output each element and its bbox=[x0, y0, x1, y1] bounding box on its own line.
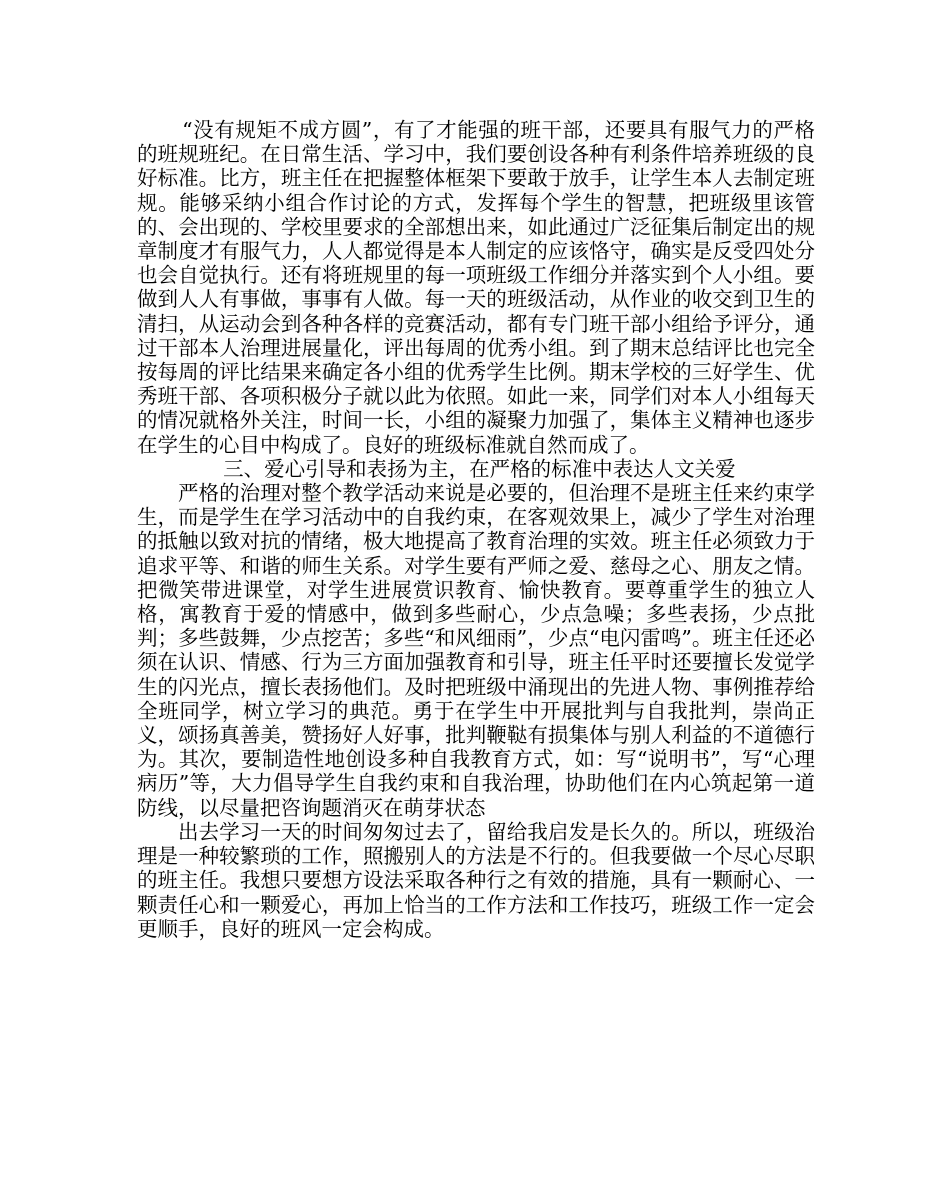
paragraph-conclusion: 出去学习一天的时间匆匆过去了，留给我启发是长久的。所以，班级治理是一种较繁琐的工作，照搬别人的方法是不行的。但我要做一个尽心尽职的班主任。我想只要想方设法采取各种行之有效的措施，具有一颗耐心、一颗责任心和一颗爱心，再加上恰当的工作方法和工作技巧，班级工作一定会更顺手，良好的班风一定会构成。 bbox=[137, 819, 815, 941]
paragraph-love-guidance: 严格的治理对整个教学活动来说是必要的，但治理不是班主任来约束学生，而是学生在学习活动中的自我约束，在客观效果上，减少了学生对治理的抵触以致对抗的情绪，极大地提高了教育治理的实效。班主任必须致力于追求平等、和谐的师生关系。对学生要有严师之爱、慈母之心、朋友之情。把微笑带进课堂，对学生进展赏识教育、愉快教育。要尊重学生的独立人格，寓教育于爱的情感中，做到多些耐心，少点急噪；多些表扬，少点批判；多些鼓舞，少点挖苦；多些“和风细雨”，少点“电闪雷鸣”。班主任还必须在认识、情感、行为三方面加强教育和引导，班主任平时还要擅长发觉学生的闪光点，擅长表扬他们。及时把班级中涌现出的先进人物、事例推荐给全班同学，树立学习的典范。勇于在学生中开展批判与自我批判，崇尚正义，颂扬真善美，赞扬好人好事，批判鞭鞑有损集体与别人利益的不道德行为。其次，要制造性地创设多种自我教育方式，如：写“说明书”，写“心理病历”等，大力倡导学生自我约束和自我治理，协助他们在内心筑起第一道防线，以尽量把咨询题消灭在萌芽状态 bbox=[137, 481, 815, 820]
paragraph-class-rules: “没有规矩不成方圆”，有了才能强的班干部，还要具有服气力的严格的班规班纪。在日常生活、学习中，我们要创设各种有利条件培养班级的良好标准。比方，班主任在把握整体框架下要敢于放手，让学生本人去制定班规。能够采纳小组合作讨论的方式，发挥每个学生的智慧，把班级里该管的、会出现的、学校里要求的全部想出来，如此通过广泛征集后制定出的规章制度才有服气力，人人都觉得是本人制定的应该恪守，确实是反受四处分也会自觉执行。还有将班规里的每一项班级工作细分并落实到个人小组。要做到人人有事做，事事有人做。每一天的班级活动，从作业的收交到卫生的清扫，从运动会到各种各样的竞赛活动，都有专门班干部小组给予评分，通过干部本人治理进展量化，评出每周的优秀小组。到了期末总结评比也完全按每周的评比结果来确定各小组的优秀学生比例。期末学校的三好学生、优秀班干部、各项积极分子就以此为依照。如此一来，同学们对本人小组每天的情况就格外关注，时间一长，小组的凝聚力加强了，集体主义精神也逐步在学生的心目中构成了。良好的班级标准就自然而成了。 bbox=[137, 118, 815, 457]
section-heading-three: 三、爱心引导和表扬为主，在严格的标准中表达人文关爱 bbox=[223, 456, 736, 481]
document-body bbox=[137, 118, 815, 941]
